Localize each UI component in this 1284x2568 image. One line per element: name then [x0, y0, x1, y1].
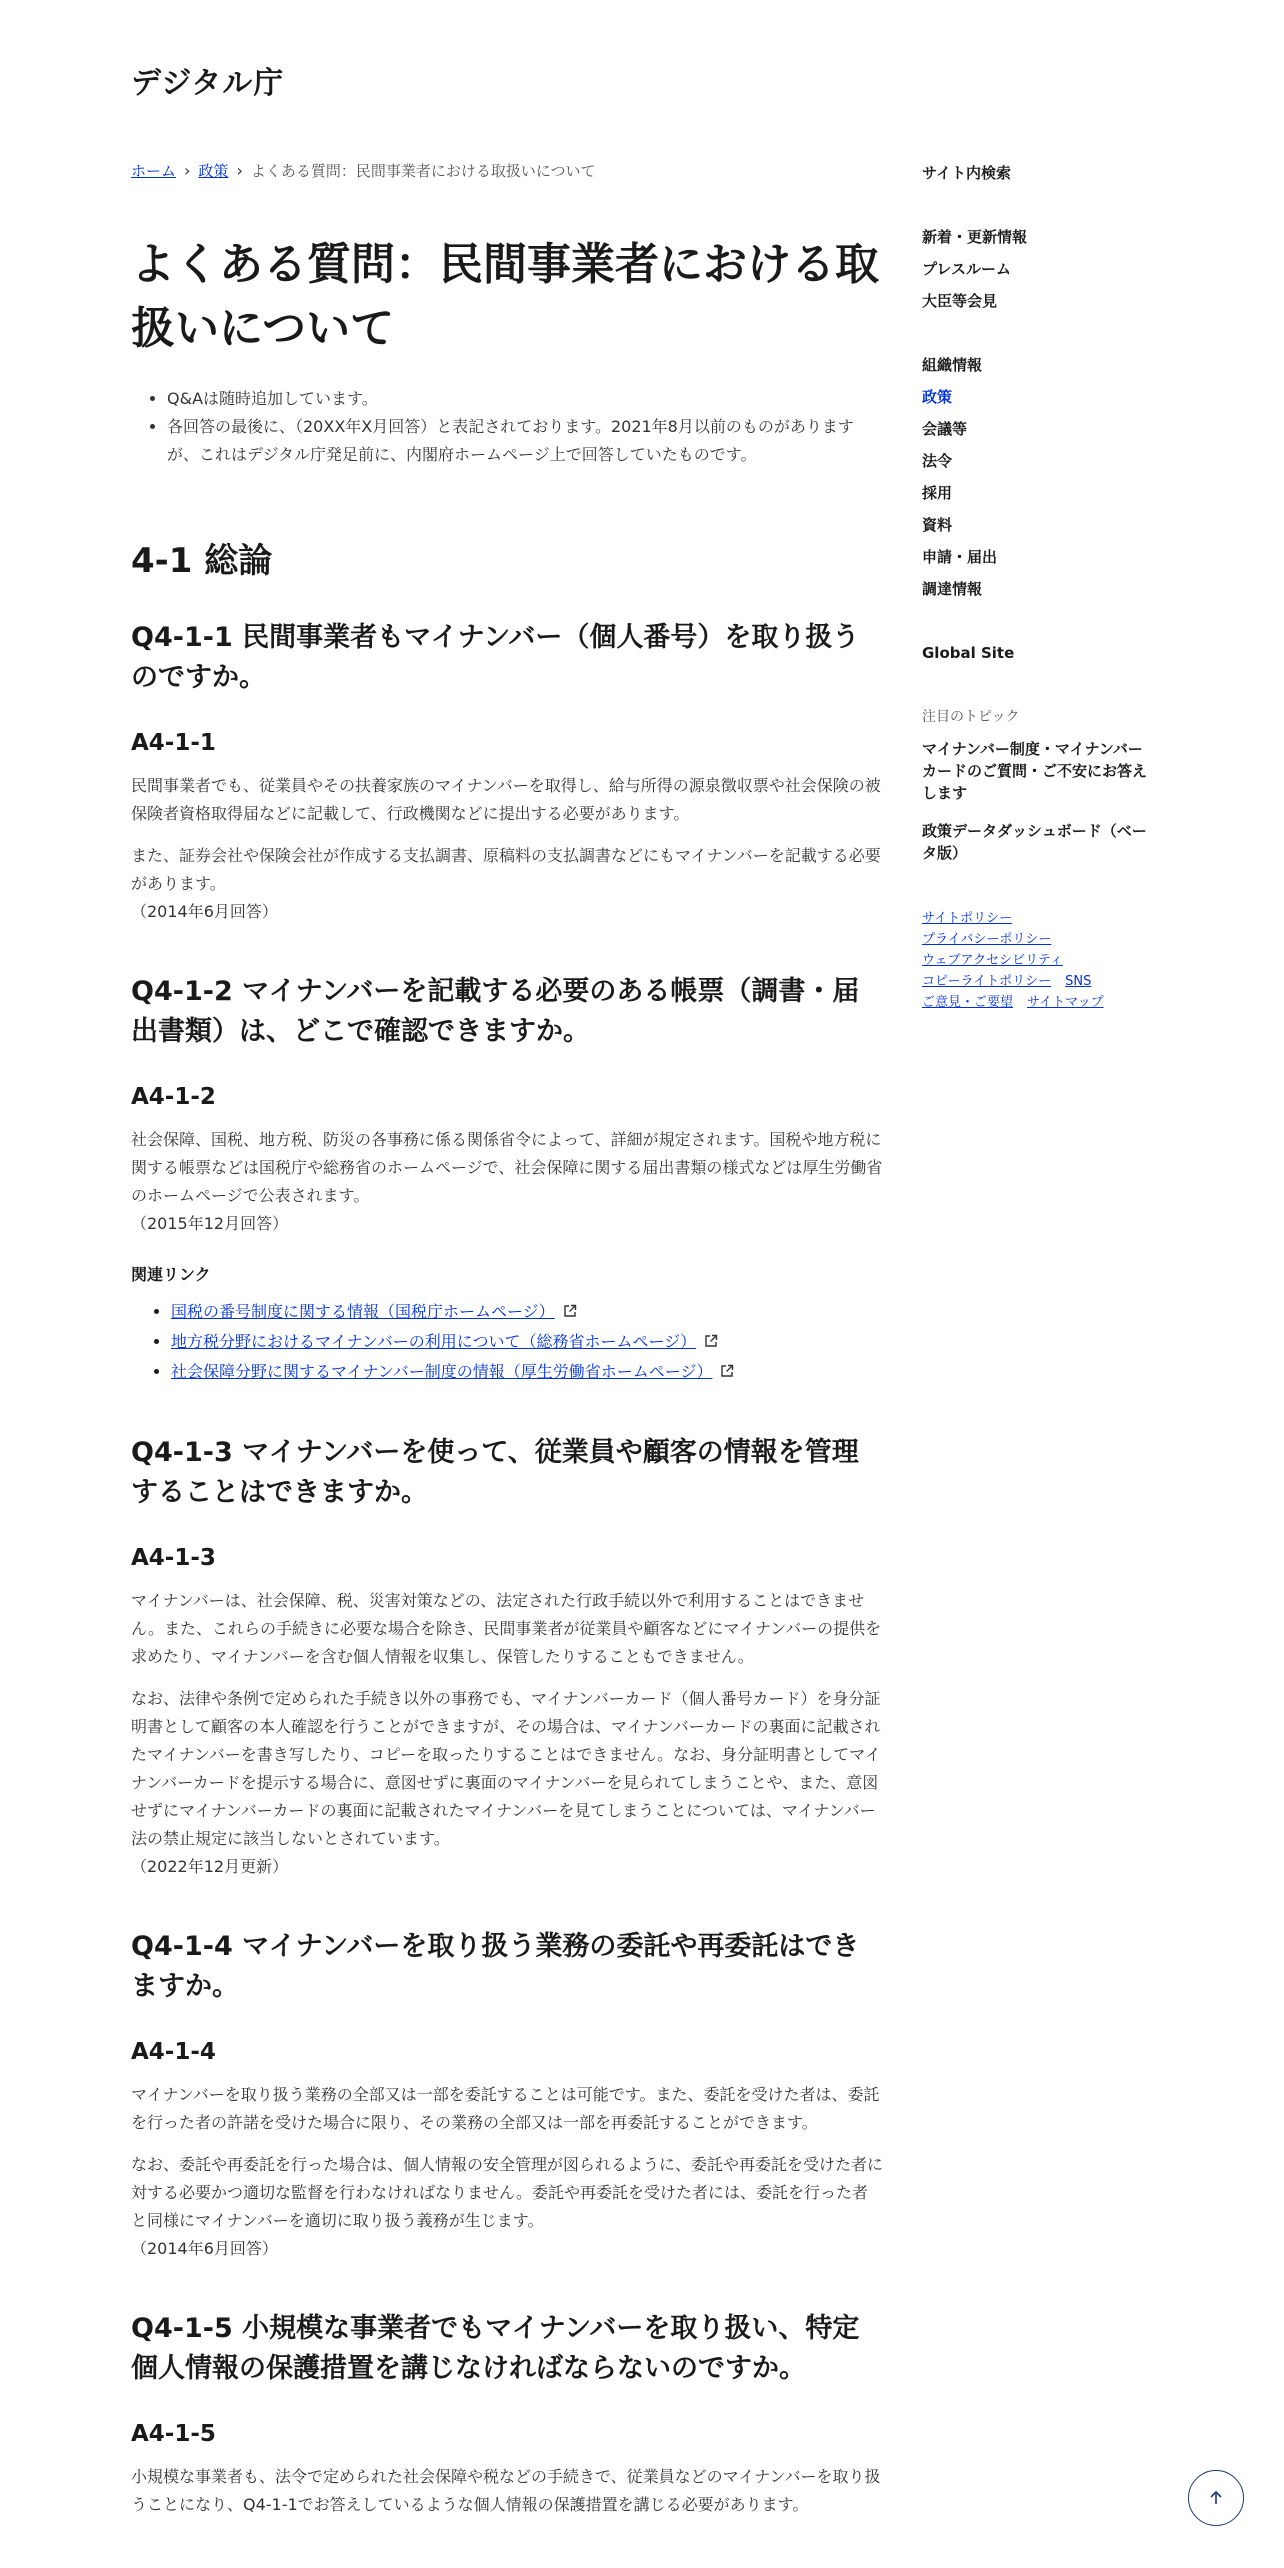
related-links-title: 関連リンク [131, 1265, 211, 1284]
footer-link-sitemap[interactable]: サイトマップ [1027, 995, 1104, 1010]
sidebar-item-meetings[interactable]: 会議等 [922, 420, 968, 438]
answer-text: なお、法律や条例で定められた手続き以外の事務でも、マイナンバーカード（個人番号カード）を身分証明書として顧客の本人確認を行うことができますが、その場合は、マイナンバーカードの裏面に記載されたマイナンバーを書き写したり、コピーを取ったりすることはできません。なお、身分証明書としてマイナンバーカードを提示する場合に、意図せずに裏面のマイナンバーを見られてしまうことや、また、意図せずにマイナンバーカードの裏面に記載されたマイナンバーを見てしまうことについては、マイナンバー法の禁止規定に該当しないとされています。 [131, 1689, 881, 1848]
external-link-icon [720, 1364, 734, 1378]
topic-link[interactable]: マイナンバー制度・マイナンバーカードのご質問・ご不安にお答えします [922, 740, 1148, 802]
back-to-top-button[interactable] [1188, 2470, 1244, 2526]
related-link[interactable]: 社会保障分野に関するマイナンバー制度の情報（厚生労働省ホームページ） [171, 1362, 713, 1381]
related-link[interactable]: 国税の番号制度に関する情報（国税庁ホームページ） [171, 1302, 555, 1321]
related-links [131, 1297, 883, 1387]
arrow-up-icon [1207, 2489, 1225, 2507]
question-heading: Q4-1-4 マイナンバーを取り扱う業務の委託や再委託はできますか。 [131, 1931, 860, 2002]
sidebar-item-laws[interactable]: 法令 [922, 452, 953, 470]
site-logo[interactable]: デジタル庁 [131, 66, 285, 101]
sidebar-item-procurement[interactable]: 調達情報 [922, 580, 983, 598]
site-search-link[interactable]: サイト内検索 [922, 164, 1011, 182]
answer-heading: A4-1-2 [131, 1084, 216, 1110]
sidebar-item-policy[interactable]: 政策 [922, 388, 953, 406]
sidebar-item-pressroom[interactable]: プレスルーム [922, 260, 1011, 278]
section-title: 4-1 総論 [131, 541, 273, 581]
footer-link-copyright[interactable]: コピーライトポリシー [922, 974, 1052, 989]
qa-item [131, 2309, 883, 2519]
external-link-icon [563, 1304, 577, 1318]
qa-item [131, 972, 883, 1387]
sidebar [922, 162, 1152, 1013]
question-heading: Q4-1-5 小規模な事業者でもマイナンバーを取り扱い、特定個人情報の保護措置を講じなければならないのですか。 [131, 2313, 860, 2384]
sidebar-item-documents[interactable]: 資料 [922, 516, 953, 534]
footer-link-accessibility[interactable]: ウェブアクセシビリティ [922, 953, 1063, 968]
question-heading: Q4-1-2 マイナンバーを記載する必要のある帳票（調書・届出書類）は、どこで確認できますか。 [131, 976, 860, 1047]
answer-heading: A4-1-5 [131, 2421, 216, 2447]
note-item: • Q&Aは随時追加しています。 [167, 385, 883, 413]
chevron-right-icon: › [184, 161, 191, 180]
answer-text: 小規模な事業者も、法令で定められた社会保障や税などの手続きで、従業員などのマイナンバーを取り扱うことになり、Q4-1-1でお答えしているような個人情報の保護措置を講じる必要があります。 [131, 2467, 881, 2514]
sidebar-item-news[interactable]: 新着・更新情報 [922, 228, 1028, 246]
sidebar-item-press-conference[interactable]: 大臣等会見 [922, 292, 998, 310]
answer-date: （2015年12月回答） [131, 1214, 289, 1233]
answer-text: 民間事業者でも、従業員やその扶養家族のマイナンバーを取得し、給与所得の源泉徴収票や社会保険の被保険者資格取得届などに記載して、行政機関などに提出する必要があります。 [131, 776, 881, 823]
qa-item [131, 1927, 883, 2263]
note-item: • 各回答の最後に、（20XX年X月回答）と表記されております。2021年8月以前のものがありますが、これはデジタル庁発足前に、内閣府ホームページ上で回答していたものです。 [167, 413, 883, 469]
answer-text: また、証券会社や保険会社が作成する支払調書、原稿料の支払調書などにもマイナンバーを記載する必要があります。 [131, 846, 881, 893]
sidebar-item-organization[interactable]: 組織情報 [922, 356, 983, 374]
sidebar-item-global-site[interactable]: Global Site [922, 644, 1015, 662]
answer-text: なお、委託や再委託を行った場合は、個人情報の安全管理が図られるように、委託や再委託を受けた者に対する必要かつ適切な監督を行わなければなりません。委託や再委託を受けた者には、委託を行った者と同様にマイナンバーを適切に取り扱う義務が生じます。 [131, 2155, 884, 2230]
footer-links [922, 908, 1152, 1013]
topics-label: 注目のトピック [922, 709, 1020, 725]
page-title: よくある質問：民間事業者における取扱いについて [131, 239, 879, 354]
breadcrumb-current: よくある質問：民間事業者における取扱いについて [250, 162, 596, 180]
answer-date: （2014年6月回答） [131, 902, 278, 921]
chevron-right-icon: › [236, 161, 243, 180]
sidebar-item-recruit[interactable]: 採用 [922, 484, 953, 502]
breadcrumb-policy[interactable]: 政策 [198, 162, 229, 180]
answer-date: （2022年12月更新） [131, 1857, 289, 1876]
footer-link-feedback[interactable]: ご意見・ご要望 [922, 995, 1014, 1010]
qa-item [131, 618, 883, 926]
answer-heading: A4-1-4 [131, 2039, 216, 2065]
question-heading: Q4-1-3 マイナンバーを使って、従業員や顧客の情報を管理することはできますか。 [131, 1437, 859, 1508]
list-item [171, 1357, 883, 1387]
list-item [171, 1327, 883, 1357]
qa-item [131, 1433, 883, 1881]
topic-link[interactable]: 政策データダッシュボード（ベータ版） [922, 822, 1147, 862]
answer-text: 社会保障、国税、地方税、防災の各事務に係る関係省令によって、詳細が規定されます。国税や地方税に関する帳票などは国税庁や総務省のホームページで、社会保障に関する届出書類の様式などは厚生労働省のホームページで公表されます。 [131, 1130, 883, 1205]
answer-heading: A4-1-3 [131, 1545, 216, 1571]
breadcrumb [131, 160, 883, 181]
answer-text: マイナンバーを取り扱う業務の全部又は一部を委託することは可能です。また、委託を受けた者は、委託を行った者の許諾を受けた場合に限り、その業務の全部又は一部を再委託することができます。 [131, 2085, 880, 2132]
notes-list [131, 385, 883, 469]
breadcrumb-home[interactable]: ホーム [131, 162, 177, 180]
external-link-icon [704, 1334, 718, 1348]
footer-link-sns[interactable]: SNS [1065, 974, 1092, 989]
answer-heading: A4-1-1 [131, 730, 216, 756]
sidebar-item-applications[interactable]: 申請・届出 [922, 548, 998, 566]
main-content [131, 160, 883, 2565]
list-item [171, 1297, 883, 1327]
question-heading: Q4-1-1 民間事業者もマイナンバー（個人番号）を取り扱うのですか。 [131, 622, 860, 693]
footer-link-site-policy[interactable]: サイトポリシー [922, 911, 1013, 926]
footer-link-privacy[interactable]: プライバシーポリシー [922, 932, 1052, 947]
answer-text: マイナンバーは、社会保障、税、災害対策などの、法定された行政手続以外で利用することはできません。また、これらの手続きに必要な場合を除き、民間事業者が従業員や顧客などにマイナンバーの提供を求めたり、マイナンバーを含む個人情報を収集し、保管したりすることもできません。 [131, 1591, 882, 1666]
answer-date: （2014年6月回答） [131, 2239, 278, 2258]
related-link[interactable]: 地方税分野におけるマイナンバーの利用について（総務省ホームページ） [171, 1332, 697, 1351]
